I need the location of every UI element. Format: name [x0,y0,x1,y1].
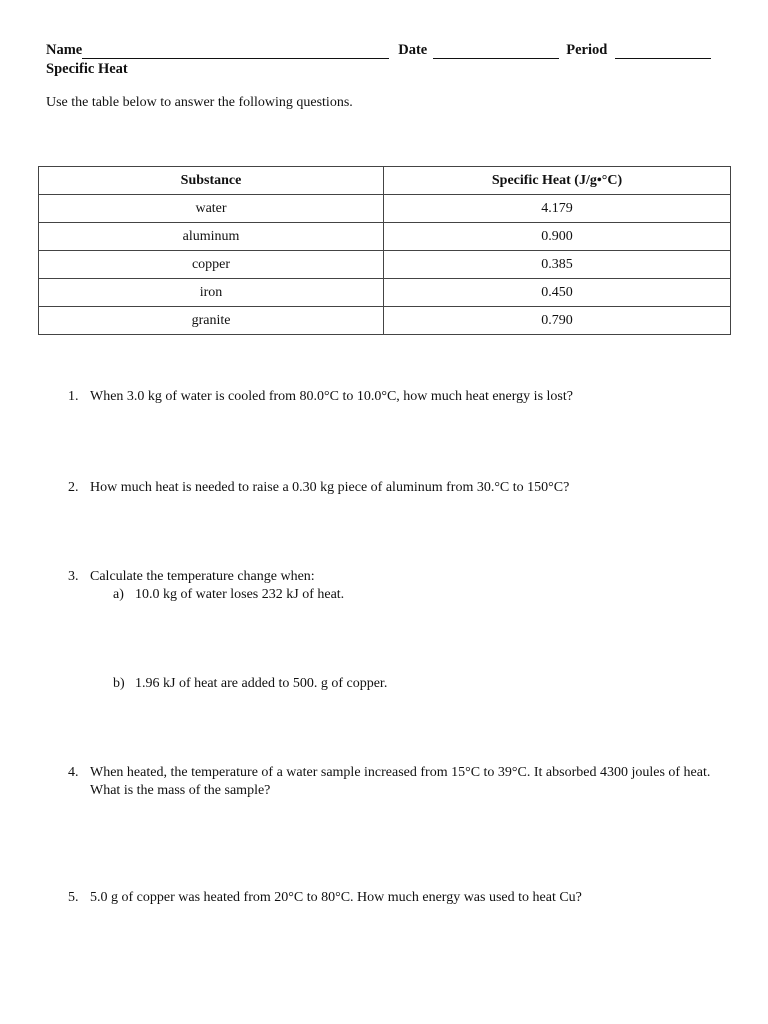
table-row [39,195,731,223]
question-number: 3. [68,569,79,584]
question-text: When heated, the temperature of a water sample increased from 15°C to 39°C. It absorbed 4300 joules of heat. What is the mass of the sample? [90,765,711,798]
specific-heat-column-header: Specific Heat (J/g•°C) [384,167,731,195]
table-row [39,307,731,335]
substance-cell: iron [39,279,384,307]
question-3 [68,568,720,586]
worksheet-title: Specific Heat [46,61,128,77]
specific-heat-cell: 0.790 [384,307,731,335]
specific-heat-cell: 0.385 [384,251,731,279]
sub-question-label: b) [113,676,125,691]
question-number: 4. [68,765,79,780]
sub-question-text: 1.96 kJ of heat are added to 500. g of copper. [135,676,388,691]
period-blank[interactable] [615,44,711,59]
student-info-row [46,41,726,59]
substance-cell: aluminum [39,223,384,251]
instructions-text: Use the table below to answer the following questions. [46,95,353,110]
question-text: Calculate the temperature change when: [90,569,315,584]
name-label: Name [46,42,83,58]
period-label: Period [566,42,608,58]
specific-heat-cell: 4.179 [384,195,731,223]
substance-cell: granite [39,307,384,335]
question-2 [68,479,720,497]
question-3b [113,675,387,693]
name-blank[interactable] [82,44,389,59]
question-text: How much heat is needed to raise a 0.30 kg piece of aluminum from 30.°C to 150°C? [90,480,570,495]
table-header-row [39,167,731,195]
substance-column-header: Substance [39,167,384,195]
table-row [39,223,731,251]
question-number: 5. [68,890,79,905]
question-number: 2. [68,480,79,495]
question-number: 1. [68,389,79,404]
specific-heat-table [38,166,731,335]
sub-question-label: a) [113,587,124,602]
specific-heat-cell: 0.900 [384,223,731,251]
table-row [39,279,731,307]
question-4 [68,764,720,800]
worksheet-header [46,41,726,78]
substance-cell: water [39,195,384,223]
substance-cell: copper [39,251,384,279]
date-label: Date [398,42,428,58]
table-row [39,251,731,279]
specific-heat-cell: 0.450 [384,279,731,307]
question-text: When 3.0 kg of water is cooled from 80.0°C to 10.0°C, how much heat energy is lost? [90,389,573,404]
date-blank[interactable] [433,44,559,59]
question-1 [68,388,720,406]
sub-question-text: 10.0 kg of water loses 232 kJ of heat. [135,587,345,602]
question-text: 5.0 g of copper was heated from 20°C to 80°C. How much energy was used to heat Cu? [90,890,582,905]
question-3a [113,586,344,604]
question-5 [68,889,720,907]
